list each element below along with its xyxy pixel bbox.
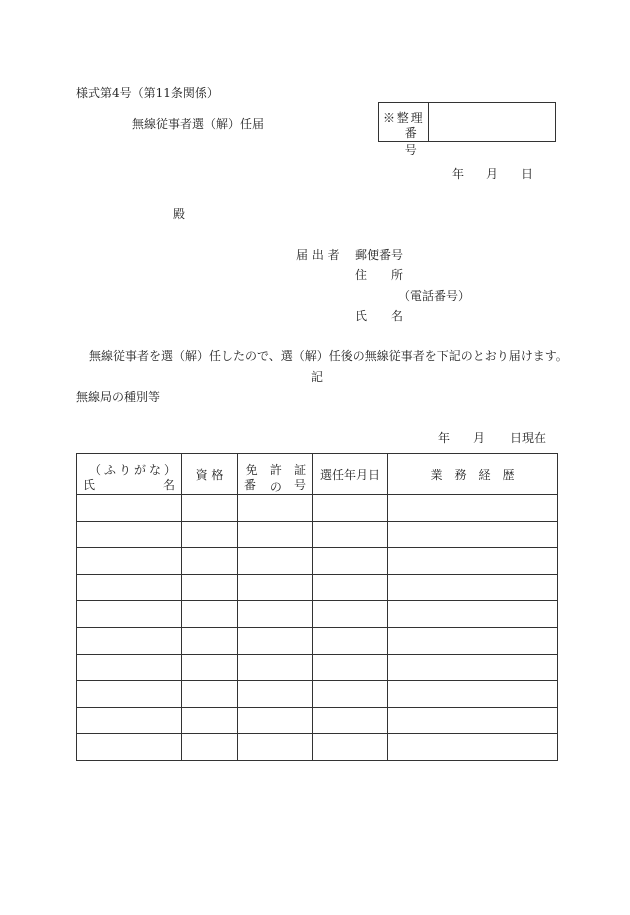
- table-row: [77, 548, 558, 575]
- as-of-day: 日現在: [510, 431, 547, 445]
- table-row: [77, 681, 558, 708]
- table-row: [77, 601, 558, 628]
- cell-name[interactable]: [77, 627, 182, 654]
- cell-appoint-date[interactable]: [313, 521, 388, 548]
- col-license-number: [238, 454, 313, 495]
- cell-career[interactable]: [388, 627, 558, 654]
- col-career: 業 務 経 歴: [388, 454, 558, 495]
- seiri-label-line2: 番号: [404, 126, 421, 157]
- cell-license-number[interactable]: [238, 627, 313, 654]
- postal-code-label: 郵便番号: [355, 248, 404, 262]
- form-number: 様式第4号（第11条関係）: [76, 86, 219, 100]
- addressee-suffix: 殿: [173, 207, 186, 221]
- cell-name[interactable]: [77, 734, 182, 761]
- table-row: [77, 707, 558, 734]
- table-row: [77, 495, 558, 522]
- cell-name[interactable]: [77, 495, 182, 522]
- cell-name[interactable]: [77, 601, 182, 628]
- cell-license-number[interactable]: [238, 654, 313, 681]
- cell-license-number[interactable]: [238, 734, 313, 761]
- table-row: [77, 654, 558, 681]
- cell-appoint-date[interactable]: [313, 681, 388, 708]
- seiri-label: [379, 103, 429, 157]
- staff-table-body: [77, 495, 558, 761]
- table-header-row: [77, 454, 558, 495]
- cell-career[interactable]: [388, 601, 558, 628]
- col-name-furigana: （ふりがな）: [89, 463, 180, 477]
- cell-appoint-date[interactable]: [313, 734, 388, 761]
- cell-career[interactable]: [388, 681, 558, 708]
- seiri-label-line1: ※整理: [383, 111, 425, 125]
- cell-name[interactable]: [77, 654, 182, 681]
- col-license-a: 免 許 証 の: [245, 463, 311, 494]
- cell-license-number[interactable]: [238, 601, 313, 628]
- cell-name[interactable]: [77, 707, 182, 734]
- phone-label: （電話番号）: [398, 289, 471, 303]
- cell-qualification[interactable]: [182, 654, 238, 681]
- station-type-label: 無線局の種別等: [76, 390, 161, 404]
- cell-license-number[interactable]: [238, 681, 313, 708]
- cell-appoint-date[interactable]: [313, 654, 388, 681]
- cell-qualification[interactable]: [182, 627, 238, 654]
- name-label: 氏 名: [355, 309, 404, 323]
- cell-qualification[interactable]: [182, 521, 238, 548]
- body-text: 無線従事者を選（解）任したので、選（解）任後の無線従事者を下記のとおり届けます。: [89, 349, 568, 363]
- cell-license-number[interactable]: [238, 707, 313, 734]
- cell-license-number[interactable]: [238, 548, 313, 575]
- form-title: 無線従事者選（解）任届: [132, 117, 265, 131]
- cell-license-number[interactable]: [238, 521, 313, 548]
- cell-career[interactable]: [388, 521, 558, 548]
- cell-career[interactable]: [388, 707, 558, 734]
- cell-qualification[interactable]: [182, 707, 238, 734]
- cell-appoint-date[interactable]: [313, 707, 388, 734]
- cell-appoint-date[interactable]: [313, 574, 388, 601]
- cell-qualification[interactable]: [182, 601, 238, 628]
- col-license-b: 番: [244, 478, 257, 492]
- date-day: 日: [521, 167, 534, 181]
- col-name: [77, 454, 182, 495]
- applicant-label: 届 出 者: [296, 248, 340, 262]
- cell-qualification[interactable]: [182, 574, 238, 601]
- cell-qualification[interactable]: [182, 495, 238, 522]
- cell-career[interactable]: [388, 548, 558, 575]
- cell-qualification[interactable]: [182, 548, 238, 575]
- seiri-number-box: [378, 102, 556, 157]
- date-month: 月: [486, 167, 499, 181]
- cell-appoint-date[interactable]: [313, 627, 388, 654]
- table-row: [77, 521, 558, 548]
- cell-name[interactable]: [77, 574, 182, 601]
- cell-career[interactable]: [388, 495, 558, 522]
- col-appoint-date: 選任年月日: [313, 454, 388, 495]
- address-label: 住 所: [355, 268, 404, 282]
- table-row: [77, 734, 558, 761]
- col-name-a: 氏: [83, 478, 96, 492]
- cell-name[interactable]: [77, 681, 182, 708]
- table-row: [77, 627, 558, 654]
- cell-license-number[interactable]: [238, 495, 313, 522]
- cell-name[interactable]: [77, 521, 182, 548]
- cell-career[interactable]: [388, 654, 558, 681]
- cell-appoint-date[interactable]: [313, 548, 388, 575]
- cell-name[interactable]: [77, 548, 182, 575]
- cell-license-number[interactable]: [238, 574, 313, 601]
- cell-qualification[interactable]: [182, 681, 238, 708]
- as-of-month: 月: [473, 431, 486, 445]
- date-year: 年: [452, 167, 465, 181]
- as-of-year: 年: [438, 431, 451, 445]
- cell-career[interactable]: [388, 574, 558, 601]
- cell-appoint-date[interactable]: [313, 601, 388, 628]
- ki-heading: 記: [311, 370, 324, 384]
- staff-table: [76, 453, 558, 761]
- cell-appoint-date[interactable]: [313, 495, 388, 522]
- col-qualification: 資 格: [182, 454, 238, 495]
- table-row: [77, 574, 558, 601]
- cell-qualification[interactable]: [182, 734, 238, 761]
- col-name-b: 名: [162, 478, 175, 492]
- col-license-c: 号: [293, 478, 306, 492]
- cell-career[interactable]: [388, 734, 558, 761]
